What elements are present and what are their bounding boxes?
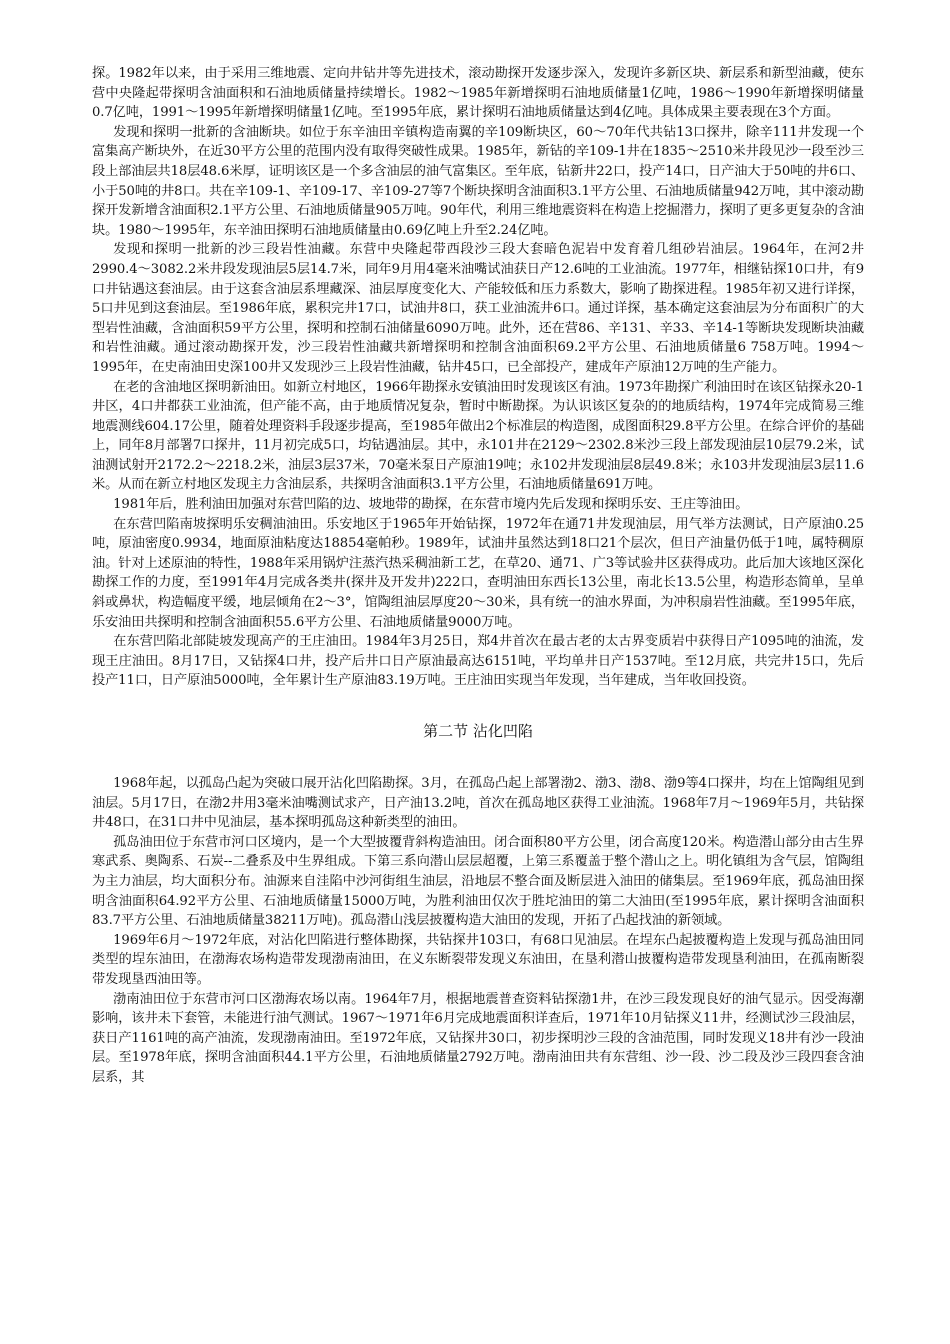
paragraph: 在老的含油地区探明新油田。如新立村地区，1966年勘探永安镇油田时发现该区有油。1973年勘探广利油田时在该区钻探永20-1井区，4口井都获工业油流，但产能不高，由于地质情况复杂，暂时中断勘探。为认识该区复杂的的地质结构，1974年完成简易三维地震测线604.17公里，随着处理资料手段逐步提高，至1985年做出2个标准层的构造图，成图面积29.8平方公里。在综合评价的基础上，同年8月部署7口探井，11月初完成5口，均钻遇油层。其中，永101井在2129～2302.8米沙三段上部发现油层10层79.2米，试油测试射开2172.2～2218.2米，油层3层37米，70毫米泵日产原油19吨；永102井发现油层8层49.8米；永103井发现油层3层11.6米。从而在新立村地区发现主力含油层系，共探明含油面积3.1平方公里，石油地质储量691万吨。 — [92, 379, 864, 493]
section-one-body — [92, 64, 864, 691]
paragraph: 孤岛油田位于东营市河口区境内，是一个大型披覆背斜构造油田。闭合面积80平方公里，闭合高度120米。构造潜山部分由古生界寒武系、奥陶系、石炭--二叠系及中生界组成。下第三系向潜山层层超覆，上第三系覆盖于整个潜山之上。明化镇组为含气层，馆陶组为主力油层，均大面积分布。油源来自洼陷中沙河街组生油层，沿地层不整合面及断层进入油田的储集层。至1969年底，孤岛油田探明含油面积64.92平方公里、石油地质储量15000万吨，为胜利油田仅次于胜坨油田的第二大油田(至1995年底，累计探明含油面积83.7平方公里、石油地质储量38211万吨)。孤岛潜山浅层披覆构造大油田的发现，开拓了凸起找油的新领域。 — [92, 834, 864, 929]
paragraph: 渤南油田位于东营市河口区渤海农场以南。1964年7月，根据地震普查资料钻探渤1井，在沙三段发现良好的油气显示。因受海潮影响，该井未下套管，未能进行油气测试。1967～1971年6月完成地震面积详查后，1971年10月钻探义11井，经测试沙三段油层，获日产1161吨的高产油流，发现渤南油田。至1972年底，又钻探井30口，初步探明沙三段的含油范围，同时发现义18井有沙一段油层。至1978年底，探明含油面积44.1平方公里，石油地质储量2792万吨。渤南油田共有东营组、沙一段、沙二段及沙三段四套含油层系，其 — [92, 991, 864, 1085]
paragraph: 在东营凹陷南坡探明乐安稠油油田。乐安地区于1965年开始钻探，1972年在通71井发现油层，用气举方法测试，日产原油0.25吨，原油密度0.9934，地面原油粘度达18854毫帕秒。1989年，试油井虽然达到18口21个层次，但日产油量仍低于1吨，属特稠原油。针对上述原油的特性，1988年采用锅炉注蒸汽热采稠油新工艺，在草20、通71、广3等试验井区获得成功。此后加大该地区深化勘探工作的力度，至1991年4月完成各类井(探井及开发井)222口，查明油田东西长13公里，南北长13.5公里，构造形态简单，呈单斜或鼻状，构造幅度平缓，地层倾角在2～3°，馆陶组油层厚度20～30米，具有统一的油水界面，为冲积扇岩性油藏。至1995年底，乐安油田共探明和控制含油面积55.6平方公里、石油地质储量9000万吨。 — [92, 516, 864, 630]
paragraph: 1969年6月～1972年底，对沾化凹陷进行整体勘探，共钻探井103口，有68口见油层。在埕东凸起披覆构造上发现与孤岛油田同类型的埕东油田，在渤海农场构造带发现渤南油田，在义东断裂带发现义东油田，在垦利潜山披覆构造带发现垦利油田，在孤南断裂带发现垦西油田等。 — [92, 932, 864, 987]
paragraph: 发现和探明一批新的沙三段岩性油藏。东营中央隆起带西段沙三段大套暗色泥岩中发育着几组砂岩油层。1964年，在河2井2990.4～3082.2米井段发现油层5层14.7米，同年9月用4毫米油嘴试油获日产12.6吨的工业油流。1977年，相继钻探10口井，有9口井钻遇这套油层。由于这套含油层系埋藏深、油层厚度变化大、产能较低和压力系数大，影响了勘探进程。1985年初又进行详探，5口井见到这套油层。至1986年底，累积完井17口，试油井8口，获工业油流井6口。通过详探，基本确定这套油层为分布面积广的大型岩性油藏，含油面积59平方公里，探明和控制石油储量6090万吨。此外，还在营86、辛131、辛33、辛14-1等断块发现断块油藏和岩性油藏。通过滚动勘探开发，沙三段岩性油藏共新增探明和控制含油面积69.2平方公里、石油地质储量6 758万吨。1994～1995年，在史南油田史深100井又发现沙三上段岩性油藏，钻井45口，已全部投产，建成年产原油12万吨的生产能力。 — [92, 242, 864, 375]
paragraph: 1968年起，以孤岛凸起为突破口展开沾化凹陷勘探。3月，在孤岛凸起上部署渤2、渤3、渤8、渤9等4口探井，均在上馆陶组见到油层。5月17日，在渤2井用3毫米油嘴测试求产，日产油13.2吨，首次在孤岛地区获得工业油流。1968年7月～1969年5月，共钻探井48口，在31口井中见油层，基本探明孤岛这种新类型的油田。 — [92, 776, 864, 831]
section-heading: 第二节 沾化凹陷 — [423, 722, 533, 740]
paragraph: 在东营凹陷北部陡坡发现高产的王庄油田。1984年3月25日，郑4井首次在最古老的太古界变质岩中获得日产1095吨的油流，发现王庄油田。8月17日，又钻探4口井，投产后井口日产原油最高达6151吨，平均单井日产1537吨。至12月底，共完井15口，先后投产11口，日产原油5000吨，全年累计生产原油83.19万吨。王庄油田实现当年发现，当年建成，当年收回投资。 — [92, 634, 864, 689]
paragraph: 1981年后，胜利油田加强对东营凹陷的边、坡地带的勘探，在东营市境内先后发现和探明乐安、王庄等油田。 — [113, 497, 749, 513]
document-page — [92, 64, 864, 1088]
paragraph: 探。1982年以来，由于采用三维地震、定向井钻井等先进技术，滚动勘探开发逐步深入，发现许多新区块、新层系和新型油藏，使东营中央隆起带探明含油面积和石油地质储量持续增长。1982～1985年新增探明石油地质储量1亿吨，1986～1990年新增探明储量0.7亿吨，1991～1995年新增探明储量1亿吨。至1995年底，累计探明石油地质储量达到4亿吨。具体成果主要表现在3个方面。 — [92, 66, 864, 121]
paragraph: 发现和探明一批新的含油断块。如位于东辛油田辛镇构造南翼的辛109断块区，60～70年代共钻13口探井，除辛111井发现一个富集高产断块外，在近30平方公里的范围内没有取得突破性成果。1985年，新钻的辛109-1井在1835～2510米井段见沙一段至沙三段上部油层共18层48.6米厚，证明该区是一个多含油层的油气富集区。至年底，钻新井22口，投产14口，日产油大于50吨的井6口、小于50吨的井8口。共在辛109-1、辛109-17、辛109-27等7个断块探明含油面积3.1平方公里、石油地质储量942万吨，其中滚动勘探开发新增含油面积2.1平方公里、石油地质储量905万吨。90年代，利用三维地震资料在构造上挖掘潜力，探明了更多更复杂的含油块。1980～1995年，东辛油田探明石油地质储量由0.69亿吨上升至2.24亿吨。 — [92, 124, 864, 238]
section-two-body — [92, 774, 864, 1088]
